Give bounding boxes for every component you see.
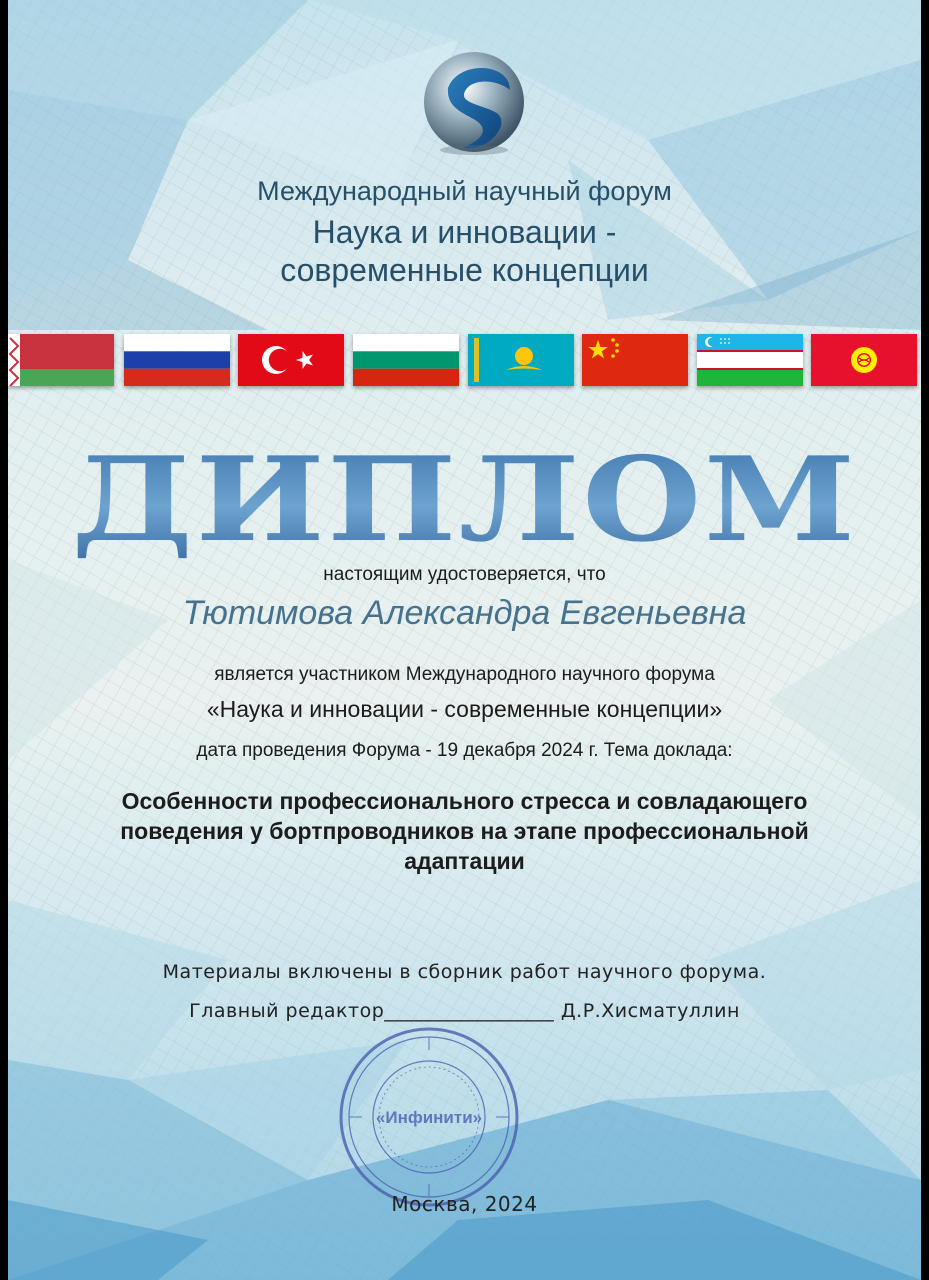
participation-text: является участником Международного научного форума [214, 664, 715, 685]
report-topic-text: Особенности профессионального стресса и совладающего поведения у бортпроводников на этапе профессиональной адаптации [120, 788, 809, 874]
flags-row [8, 330, 921, 390]
forum-name-quote: «Наука и инновации - современные концепции» [206, 696, 723, 722]
forum-logo-icon [418, 48, 530, 160]
stamp-center-text: «Инфинити» [375, 1108, 483, 1127]
uzbekistan-flag [697, 334, 803, 386]
city-and-year: Москва, 2024 [391, 1192, 538, 1216]
russia-flag [124, 334, 230, 386]
kazakhstan-flag [468, 334, 574, 386]
editor-label: Главный редактор [189, 1000, 385, 1022]
diploma-title: ДИПЛОМ [8, 432, 921, 568]
diploma-certificate [8, 0, 921, 1280]
certifies-text: настоящим удостоверяется, что [323, 564, 606, 585]
forum-title-line-1: Международный научный форум [257, 176, 672, 206]
bulgaria-flag [353, 334, 459, 386]
chief-editor-line [8, 1000, 921, 1022]
china-flag [582, 334, 688, 386]
kyrgyzstan-flag [811, 334, 917, 386]
participant-name: Тютимова Александра Евгеньевна [182, 594, 747, 632]
forum-title-line-2: Наука и инновации - [312, 214, 617, 250]
forum-date-line: дата проведения Форума - 19 декабря 2024 г. Тема доклада: [196, 740, 733, 761]
turkey-flag [238, 334, 344, 386]
organization-stamp [334, 1022, 524, 1212]
forum-title-line-3: современные концепции [280, 252, 649, 288]
belarus-flag [8, 334, 114, 386]
materials-note: Материалы включены в сборник работ научного форума. [162, 961, 767, 983]
report-topic [8, 786, 921, 876]
editor-name: Д.Р.Хисматуллин [560, 1000, 740, 1022]
signature-blank: _________________ [384, 1000, 555, 1022]
